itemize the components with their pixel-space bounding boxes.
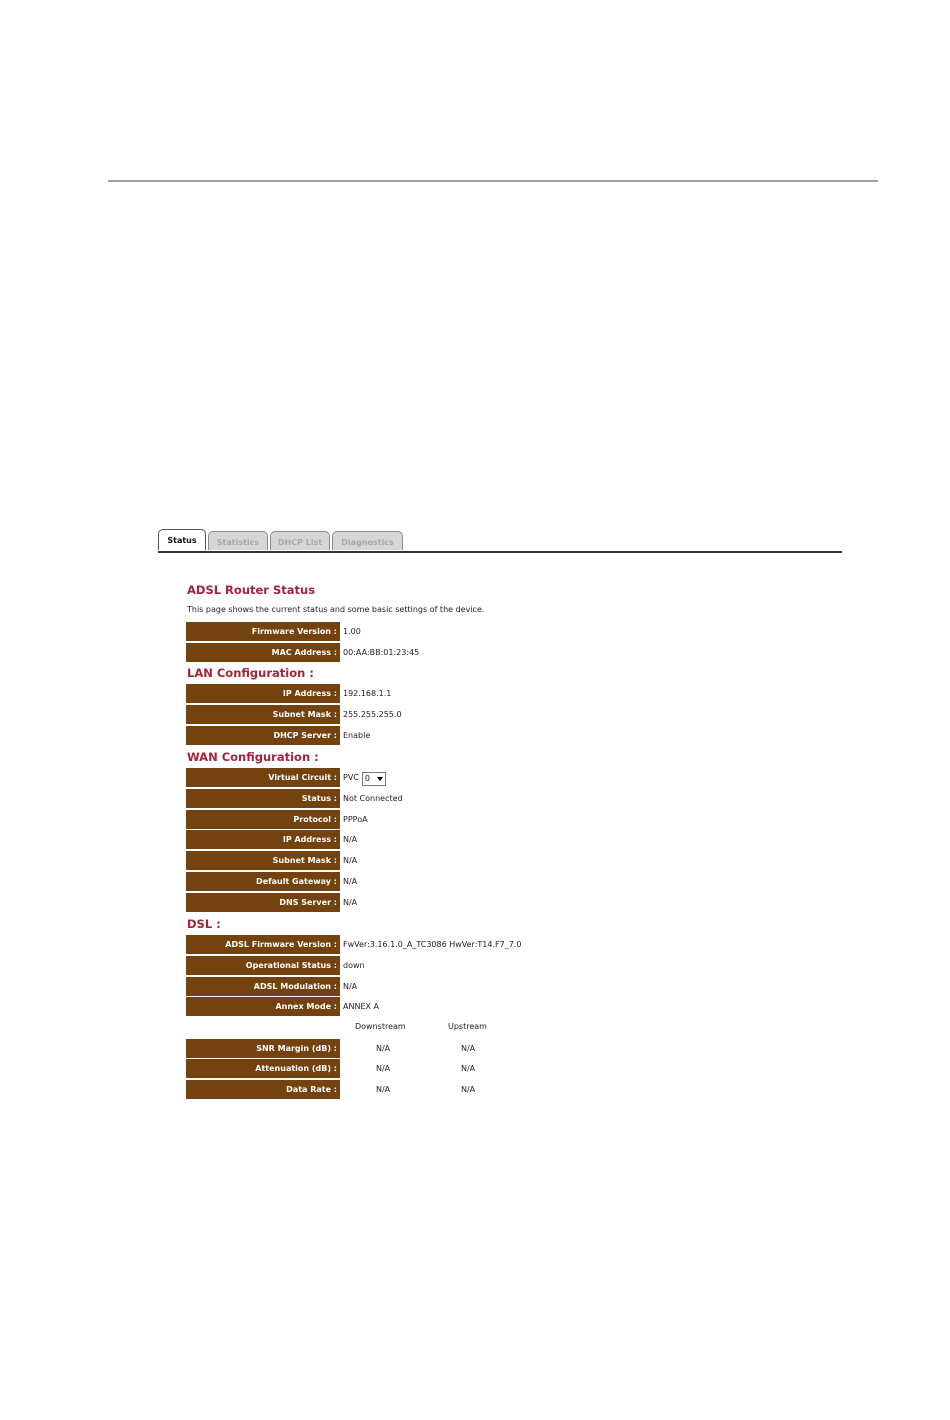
tab-bar [158,531,842,553]
tab-statistics[interactable]: Statistics [208,531,268,550]
protocol-label: Protocol : [186,810,340,829]
row-data-rate [186,1080,836,1099]
adsl-modulation-label: ADSL Modulation : [186,977,340,996]
row-mac-address [186,643,836,662]
row-wan-status [186,789,836,808]
row-lan-subnet [186,705,836,724]
data-rate-upstream: N/A [461,1085,476,1094]
dsl-section-title: DSL : [187,917,221,931]
dhcp-server-value: Enable [343,731,371,740]
row-dhcp-server [186,726,836,745]
snr-margin-downstream: N/A [376,1044,391,1053]
lan-subnet-label: Subnet Mask : [186,705,340,724]
dns-server-label: DNS Server : [186,893,340,912]
protocol-value: PPPoA [343,815,368,824]
wan-subnet-label: Subnet Mask : [186,851,340,870]
attenuation-downstream: N/A [376,1064,391,1073]
attenuation-label: Attenuation (dB) : [186,1059,340,1078]
wan-status-value: Not Connected [343,794,403,803]
wan-ip-label: IP Address : [186,830,340,849]
adsl-modulation-value: N/A [343,982,358,991]
attenuation-upstream: N/A [461,1064,476,1073]
default-gateway-value: N/A [343,877,358,886]
row-firmware-version [186,622,836,641]
operational-status-value: down [343,961,365,970]
snr-margin-label: SNR Margin (dB) : [186,1039,340,1058]
row-default-gateway [186,872,836,891]
tab-status[interactable]: Status [158,529,206,550]
row-wan-ip [186,830,836,849]
mac-address-value: 00:AA:BB:01:23:45 [343,648,420,657]
annex-mode-label: Annex Mode : [186,997,340,1016]
downstream-column-header: Downstream [355,1022,406,1031]
row-protocol [186,810,836,829]
annex-mode-value: ANNEX A [343,1002,379,1011]
adsl-firmware-label: ADSL Firmware Version : [186,935,340,954]
page-title: ADSL Router Status [187,583,316,597]
wan-status-label: Status : [186,789,340,808]
row-virtual-circuit [186,768,836,787]
virtual-circuit-selected: 0 [364,774,370,783]
row-adsl-modulation [186,977,836,996]
operational-status-label: Operational Status : [186,956,340,975]
row-attenuation [186,1059,836,1078]
wan-section-title: WAN Configuration : [187,750,319,764]
row-annex-mode [186,997,836,1016]
upstream-column-header: Upstream [448,1022,487,1031]
tab-dhcp-list[interactable]: DHCP List [270,531,330,550]
mac-address-label: MAC Address : [186,643,340,662]
snr-margin-upstream: N/A [461,1044,476,1053]
row-dns-server [186,893,836,912]
dhcp-server-label: DHCP Server : [186,726,340,745]
row-wan-subnet [186,851,836,870]
lan-ip-label: IP Address : [186,684,340,703]
lan-subnet-value: 255.255.255.0 [343,710,402,719]
firmware-version-label: Firmware Version : [186,622,340,641]
virtual-circuit-select[interactable] [362,772,386,786]
firmware-version-value: 1.00 [343,627,361,636]
default-gateway-label: Default Gateway : [186,872,340,891]
adsl-firmware-value: FwVer:3.16.1.0_A_TC3086 HwVer:T14.F7_7.0 [343,940,522,949]
header-divider [108,180,878,182]
virtual-circuit-prefix: PVC [343,773,359,782]
row-lan-ip [186,684,836,703]
data-rate-downstream: N/A [376,1085,391,1094]
tab-diagnostics[interactable]: Diagnostics [332,531,403,550]
virtual-circuit-label: Virtual Circuit : [186,768,340,787]
row-operational-status [186,956,836,975]
chevron-down-icon [377,777,383,781]
wan-ip-value: N/A [343,835,358,844]
row-snr-margin [186,1039,836,1058]
page-description: This page shows the current status and some basic settings of the device. [187,605,485,614]
data-rate-label: Data Rate : [186,1080,340,1099]
dns-server-value: N/A [343,898,358,907]
virtual-circuit-value [343,768,386,787]
lan-section-title: LAN Configuration : [187,666,314,680]
lan-ip-value: 192.168.1.1 [343,689,392,698]
row-adsl-firmware [186,935,836,954]
wan-subnet-value: N/A [343,856,358,865]
